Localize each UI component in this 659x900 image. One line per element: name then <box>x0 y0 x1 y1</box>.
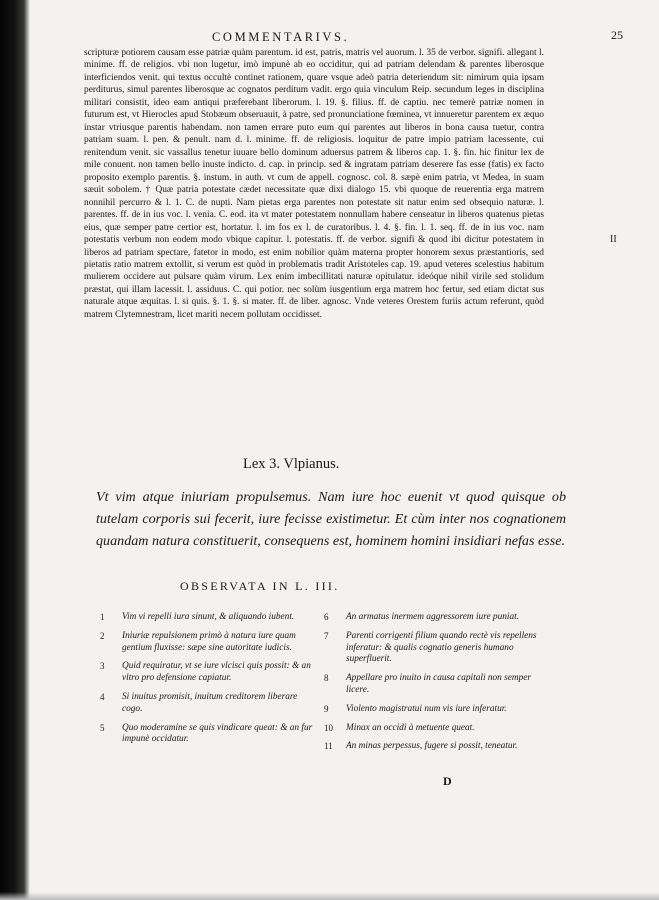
observata-item-number: 8 <box>324 673 329 684</box>
observata-item-text: Quid requiratur, vt se iure vlcisci quis possit: & an vltro pro defensione capiatur. <box>122 661 311 684</box>
observata-item-number: 7 <box>324 630 329 641</box>
observata-right-column <box>324 612 554 760</box>
commentary-body <box>84 47 544 321</box>
observata-item-text: Si inuitus promisit, inuitum creditorem liberare cogo. <box>122 691 298 714</box>
observata-item-number: 2 <box>100 630 105 641</box>
observata-item-text: Appellare pro inuito in causa capitali non semper licere. <box>346 673 531 695</box>
observata-item <box>324 612 554 624</box>
running-head: COMMENTARIVS. <box>212 30 350 44</box>
observata-item-number: 11 <box>324 741 333 752</box>
observata-item <box>100 612 315 624</box>
commentary-paragraph: scripturæ potiorem causam esse patriæ quàm parentum. id est, patris, matris vel auorum. l. 35 de verbor. signifi. allegant l. minime. ff. de religios. vbi non lugetur, imò impunè ab eo occiditur, qui ad patriam delendam & parentes liberosque interficiendos venit. qui textus occultè continet rationem, quare vsque adeò patria deteriendum sit: nimirum quia ipsam perditurus, simul parentes liberosque ac cognatos perditum vadit. ergo quia vinculum Reip. secundum leges in disciplina militari consistit, ideo eam antiqui præferebant liberorum. l. 19. §. filius. ff. de captiu. nec temerè patriæ nomen in futurum est, vt Hierocles apud Stobæum obseruauit, à patre, sed pronunciatione fœminea, vt innueretur parentem ex æquo instar vtriusque parentis habendam. non tamen errare puto eum qui parentes aut liberos in bona causa tuetur, contra patriam suam. l. pen. & penult. nam d. l. minime. ff. de religiosis. loquitur de patre impio patriam lacessente, cui renitendum venit. sic vassallus tenetur iuuare bello dominum aduersus patrem & liberos cap. 1. §. fin. hic finitur lex de mile conuent. non tamen bello inuste indicto. d. cap. in princip. sed & ingratam patriam deserere fas esse (fatis) ex facto proposito exemplo parentis. §. instum. in auth. vt cum de appell. cognosc. col. 8. sæpè enim patria, vt Medea, in suam sæuit sobolem. † Quæ patria potestate cædet necessitate quæ dixi dialogo 15. vbi quoque de reuerentia erga matrem nonnihil percurro & l. 1. C. de nupti. Nam pietas erga parentes non potestate sit natur enim sed obsequio naturæ. l. parentes. ff. de in ius voc. l. venia. C. eod. ita vt mater potestatem nonnullam habere censeatur in liberos quatenus pietas eius, quæ semper patre certior est, hortatur. l. im fos ex l. de curatoribus. l. 4. §. fin. l. 1. seq. ff. de in ius voc. nam potestatis verbum non eodem modo vbique capitur. l. potestatis. ff. de verbor. signifi & quod ibi dicitur potestatem in liberos ad patriam spectare, fatetor in modo, est enim nobilior quàm materna propter honorem sexus præstantioris, sed pietatis ratio matrem extollit, si verum est quòd in problematis tradit Aristoteles cap. 19. apud veteres scelestius habitum mulierem occidere aut pulsare quàm virum. Lex enim imbecillitati naturæ opitulatur. ideóque nihil virile sed stolidum præstat, qui illam lacessit. l. assiduus. C. qui potior. nec solùm iusgentium erga matrem hoc fertur, sed etiam dictat sus naturale atque æquitas. l. si quis. §. 1. §. si mater. ff. de liber. agnosc. Vnde veteres Orestem furiis actum referunt, quòd matrem Clytemnestram, licet mariti necem pollutam occidisset. <box>84 48 544 320</box>
signature-mark: D <box>443 774 452 788</box>
observata-item <box>100 692 315 716</box>
observata-item-number: 5 <box>100 722 105 733</box>
law-text-paragraph: Vt vim atque iniuriam propulsemus. Nam iure hoc euenit vt quod quisque ob tutelam corporis sui fecerit, iure fecisse existimetur. Et cùm inter nos cognationem quandam natura constituerit, consequens est, hominem homini insidiari nefas esse. <box>96 489 566 549</box>
observata-item <box>100 661 315 685</box>
observata-item <box>324 673 554 697</box>
observata-item-number: 4 <box>100 691 105 702</box>
page-gutter-shadow <box>0 0 30 900</box>
observata-item <box>324 723 554 735</box>
observata-item-text: Parenti corrigenti filium quando rectè vis repellens inferatur: & qualis cognatio generis humano superfluerit. <box>346 630 537 665</box>
observata-item-text: Violento magistratui num vis iure inferatur. <box>346 703 507 714</box>
observata-left-column <box>100 612 315 753</box>
margin-note-number: II <box>610 234 617 245</box>
law-heading: Lex 3. Vlpianus. <box>243 456 340 472</box>
observata-item <box>324 631 554 666</box>
observata-heading: OBSERVATA IN L. III. <box>180 579 340 593</box>
page-number: 25 <box>611 28 623 42</box>
observata-item-text: An armatus inermem aggressorem iure puniat. <box>346 612 520 622</box>
observata-item-number: 10 <box>324 722 333 733</box>
page-bottom-edge <box>0 892 659 900</box>
observata-item-number: 9 <box>324 703 329 714</box>
observata-item-text: An minas perpessus, fugere si possit, teneatur. <box>346 741 518 752</box>
observata-item-number: 3 <box>100 661 105 672</box>
observata-item-text: Iniuriæ repulsionem primò à natura iure quam gentium fluxisse: sæpe sine autoritate iudicis. <box>122 630 296 653</box>
observata-item-text: Quo moderamine se quis vindicare queat: & an fur impunè occidatur. <box>122 722 313 745</box>
observata-item <box>100 631 315 655</box>
observata-item <box>324 704 554 716</box>
observata-item-text: Minax an occidi à metuente queat. <box>346 722 475 733</box>
observata-item-number: 1 <box>100 612 105 622</box>
law-text <box>96 487 566 552</box>
observata-item-text: Vim vi repelli iura sinunt, & aliquando iubent. <box>122 612 295 622</box>
observata-item <box>324 741 554 753</box>
observata-item-number: 6 <box>324 612 329 622</box>
observata-item <box>100 723 315 747</box>
